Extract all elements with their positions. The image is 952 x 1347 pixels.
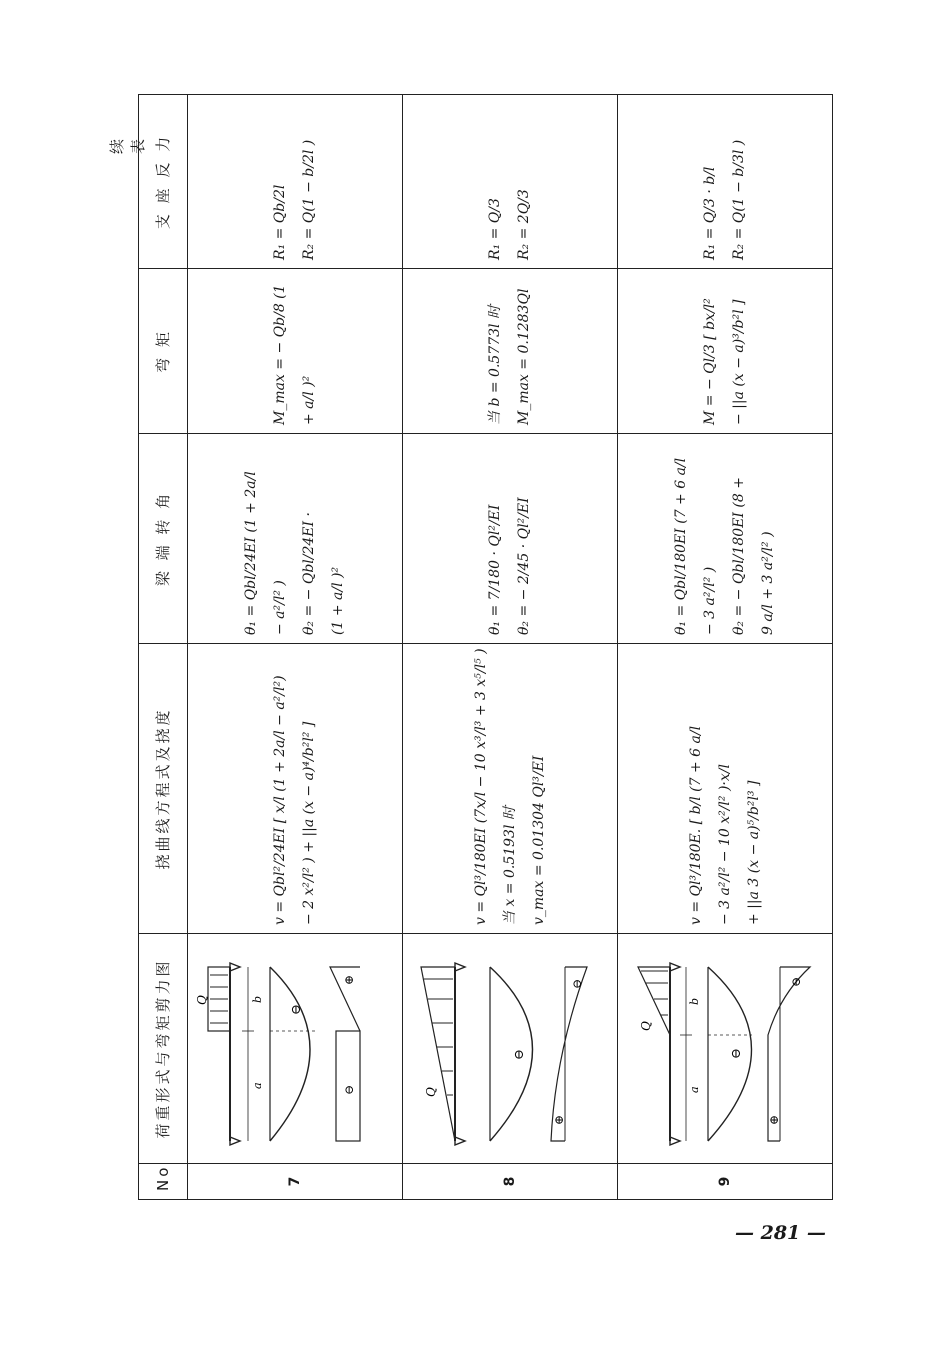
beam-loading-diagram — [415, 931, 605, 1155]
shear-sign-negative: ⊖ — [570, 978, 584, 989]
rotation-line: − a²/l² ) — [272, 580, 288, 635]
deflection-line: v = Ql³/180E. [ b/l (7 + 6 a/l — [687, 725, 704, 925]
roller-support — [230, 963, 240, 971]
moment-line: M_max = 0.1283Ql — [516, 288, 532, 425]
rotation-line: θ₁ = 7/180 · Ql²/EI — [487, 504, 503, 635]
row-number: 9 — [618, 1164, 833, 1200]
reaction-line: R₂ = 2Q/3 — [516, 189, 532, 260]
deflection-line: 当 x = 0.5193l 时 — [501, 806, 518, 925]
table-row — [188, 95, 403, 1200]
moment-line: − ||a (x − a)³/b²l ] — [731, 299, 747, 425]
shear-sign-positive: ⊕ — [552, 1114, 566, 1125]
header-reaction: 支 座 反 力 — [139, 95, 188, 269]
pin-support — [230, 1137, 240, 1145]
rotation-line: (1 + a/l )² — [330, 566, 346, 635]
rotation-cell — [403, 434, 618, 644]
deflection-line: − 2 x²/l² ) + ||a (x − a)⁴/b²l² ] — [301, 721, 317, 925]
shear-sign-positive: ⊕ — [342, 974, 356, 985]
load-label: Q — [424, 1087, 438, 1097]
moment-diagram — [270, 967, 310, 1141]
beam-loading-diagram — [630, 931, 820, 1155]
table-header-row — [139, 95, 188, 1200]
deflection-line: v = Ql³/180EI (7x/l − 10 x³/l³ + 3 x⁵/l⁵ ) — [472, 648, 489, 925]
moment-sign: ⊖ — [512, 1049, 527, 1060]
shear-sign-negative: ⊖ — [789, 976, 803, 987]
moment-cell — [618, 269, 833, 434]
reaction-line: R₂ = Q(1 − b/3l ) — [731, 139, 747, 260]
table-row — [618, 95, 833, 1200]
deflection-line: − 3 a²/l² − 10 x²/l² )·x/l — [716, 764, 733, 925]
beam-formula-table — [138, 94, 833, 1200]
reaction-line: R₁ = Q/3 · b/l — [702, 166, 718, 260]
rotation-line: θ₂ = − Qbl/24EI · — [301, 512, 317, 635]
row-number: 7 — [188, 1164, 403, 1200]
page-number: — 281 — — [735, 1222, 826, 1244]
continued-label: 续表 — [108, 136, 147, 154]
deflection-line: + ||a 3 (x − a)⁵/b²l³ ] — [745, 780, 762, 925]
dimension-b: b — [688, 997, 701, 1005]
roller-support — [455, 963, 465, 971]
rotation-line: − 3 a²/l² ) — [702, 566, 718, 635]
moment-line: + a/l )² — [301, 375, 317, 425]
row-number: 8 — [403, 1164, 618, 1200]
moment-cell — [188, 269, 403, 434]
table-row — [403, 95, 618, 1200]
reaction-cell — [403, 95, 618, 269]
triangular-load — [421, 967, 455, 1141]
reaction-line: R₁ = Q/3 — [487, 198, 503, 260]
dimension-a: a — [688, 1086, 701, 1093]
dimension-a: a — [251, 1082, 264, 1089]
moment-sign: ⊖ — [289, 1004, 304, 1015]
reaction-cell — [618, 95, 833, 269]
rotation-line: θ₂ = − 2/45 · Ql²/EI — [516, 497, 532, 635]
deflection-line: v_max = 0.01304 Ql³/EI — [530, 755, 547, 925]
loading-diagram-cell — [618, 934, 833, 1164]
rotation-cell — [618, 434, 833, 644]
shear-sign-positive: ⊕ — [767, 1114, 781, 1125]
load-label: Q — [195, 995, 209, 1005]
reaction-line: R₂ = Q(1 − b/2l ) — [301, 139, 317, 260]
deflection-line: v = Qbl²/24EI [ x/l (1 + 2a/l − a²/l²) — [272, 675, 288, 925]
rotation-line: 9 a/l + 3 a²/l² ) — [760, 531, 776, 635]
pin-support — [670, 1137, 680, 1145]
dimension-b: b — [251, 995, 264, 1003]
moment-line: M = − Ql/3 [ bx/l² — [702, 298, 718, 425]
reaction-cell — [188, 95, 403, 269]
header-no: No — [139, 1164, 188, 1200]
rotation-line: θ₁ = Qbl/180EI (7 + 6 a/l — [673, 457, 689, 635]
moment-line: 当 b = 0.5773l 时 — [487, 305, 503, 425]
header-loading: 荷重形式与弯矩剪力图 — [139, 934, 188, 1164]
beam-loading-diagram — [195, 931, 390, 1155]
header-rotation: 梁 端 转 角 — [139, 434, 188, 644]
load-label: Q — [639, 1021, 653, 1031]
rotation-line: θ₁ = Qbl/24EI (1 + 2a/l — [243, 471, 259, 635]
moment-cell — [403, 269, 618, 434]
loading-diagram-cell — [188, 934, 403, 1164]
pin-support — [455, 1137, 465, 1145]
rotation-cell — [188, 434, 403, 644]
roller-support — [670, 963, 680, 971]
deflection-cell — [188, 644, 403, 934]
reaction-line: R₁ = Qb/2l — [272, 184, 288, 260]
loading-diagram-cell — [403, 934, 618, 1164]
shear-sign-negative: ⊖ — [342, 1084, 356, 1095]
rotated-table-frame — [138, 95, 833, 1200]
header-deflection: 挠曲线方程式及挠度 — [139, 644, 188, 934]
deflection-cell — [618, 644, 833, 934]
header-moment: 弯 矩 — [139, 269, 188, 434]
moment-sign: ⊖ — [729, 1048, 744, 1059]
deflection-cell — [403, 644, 618, 934]
rotation-line: θ₂ = − Qbl/180EI (8 + — [731, 477, 747, 635]
moment-line: M_max = − Qb/8 (1 — [272, 284, 288, 425]
